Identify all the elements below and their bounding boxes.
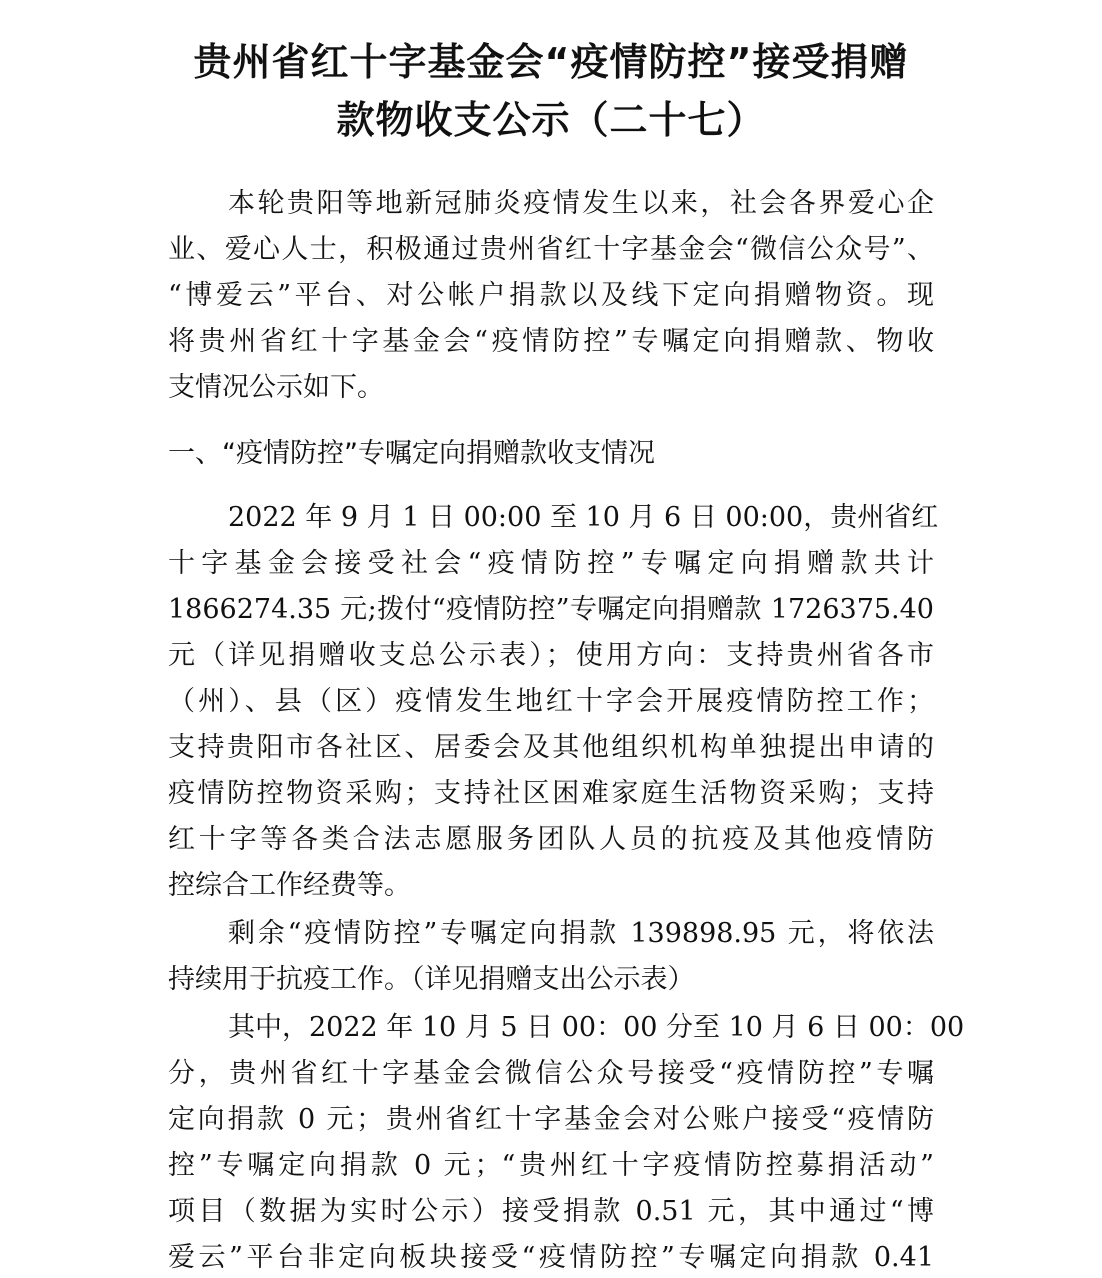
para-1-line-2: 十字基金会接受社会“疫情防控”专嘱定向捐赠款共计	[168, 548, 934, 579]
para-1-line-8: 红十字等各类合法志愿服务团队人员的抗疫及其他疫情防	[168, 824, 934, 855]
para-1-line-4: 元（详见捐赠收支总公示表）；使用方向：支持贵州省各市	[168, 640, 934, 671]
document-title-line-2: 款物收支公示（二十七）	[336, 98, 766, 142]
intro-line-2: 业、爱心人士，积极通过贵州省红十字基金会“微信公众号”、	[168, 234, 934, 265]
para-3-line-1: 其中，2022 年 10 月 5 日 00：00 分至 10 月 6 日 00：00	[228, 1012, 965, 1043]
intro-line-1: 本轮贵阳等地新冠肺炎疫情发生以来，社会各界爱心企	[228, 188, 934, 219]
intro-line-5: 支情况公示如下。	[168, 372, 384, 403]
document-title-line-1: 贵州省红十字基金会“疫情防控”接受捐赠	[193, 40, 909, 84]
para-3-line-2: 分，贵州省红十字基金会微信公众号接受“疫情防控”专嘱	[168, 1058, 934, 1089]
para-1-line-5: （州）、县（区）疫情发生地红十字会开展疫情防控工作；	[168, 686, 934, 717]
para-3-line-4: 控”专嘱定向捐款 0 元；“贵州红十字疫情防控募捐活动”	[168, 1150, 934, 1181]
intro-line-4: 将贵州省红十字基金会“疫情防控”专嘱定向捐赠款、物收	[168, 326, 934, 357]
para-3-line-3: 定向捐款 0 元；贵州省红十字基金会对公账户接受“疫情防	[168, 1104, 934, 1135]
intro-line-3: “博爱云”平台、对公帐户捐款以及线下定向捐赠物资。现	[168, 280, 934, 311]
para-2-line-2: 持续用于抗疫工作。（详见捐赠支出公示表）	[168, 964, 695, 995]
para-1-line-9: 控综合工作经费等。	[168, 870, 411, 901]
para-1-line-3: 1866274.35 元;拨付“疫情防控”专嘱定向捐赠款 1726375.40	[168, 594, 934, 625]
section-1-heading: 一、“疫情防控”专嘱定向捐赠款收支情况	[168, 438, 655, 469]
para-1-line-6: 支持贵阳市各社区、居委会及其他组织机构单独提出申请的	[168, 732, 934, 763]
para-1-line-1: 2022 年 9 月 1 日 00:00 至 10 月 6 日 00:00，贵州省红	[228, 502, 939, 533]
para-1-line-7: 疫情防控物资采购；支持社区困难家庭生活物资采购；支持	[168, 778, 934, 809]
para-3-line-5: 项目（数据为实时公示）接受捐款 0.51 元，其中通过“博	[168, 1196, 934, 1227]
para-2-line-1: 剩余“疫情防控”专嘱定向捐款 139898.95 元，将依法	[228, 918, 934, 949]
para-3-line-6: 爱云”平台非定向板块接受“疫情防控”专嘱定向捐款 0.41	[168, 1242, 934, 1273]
